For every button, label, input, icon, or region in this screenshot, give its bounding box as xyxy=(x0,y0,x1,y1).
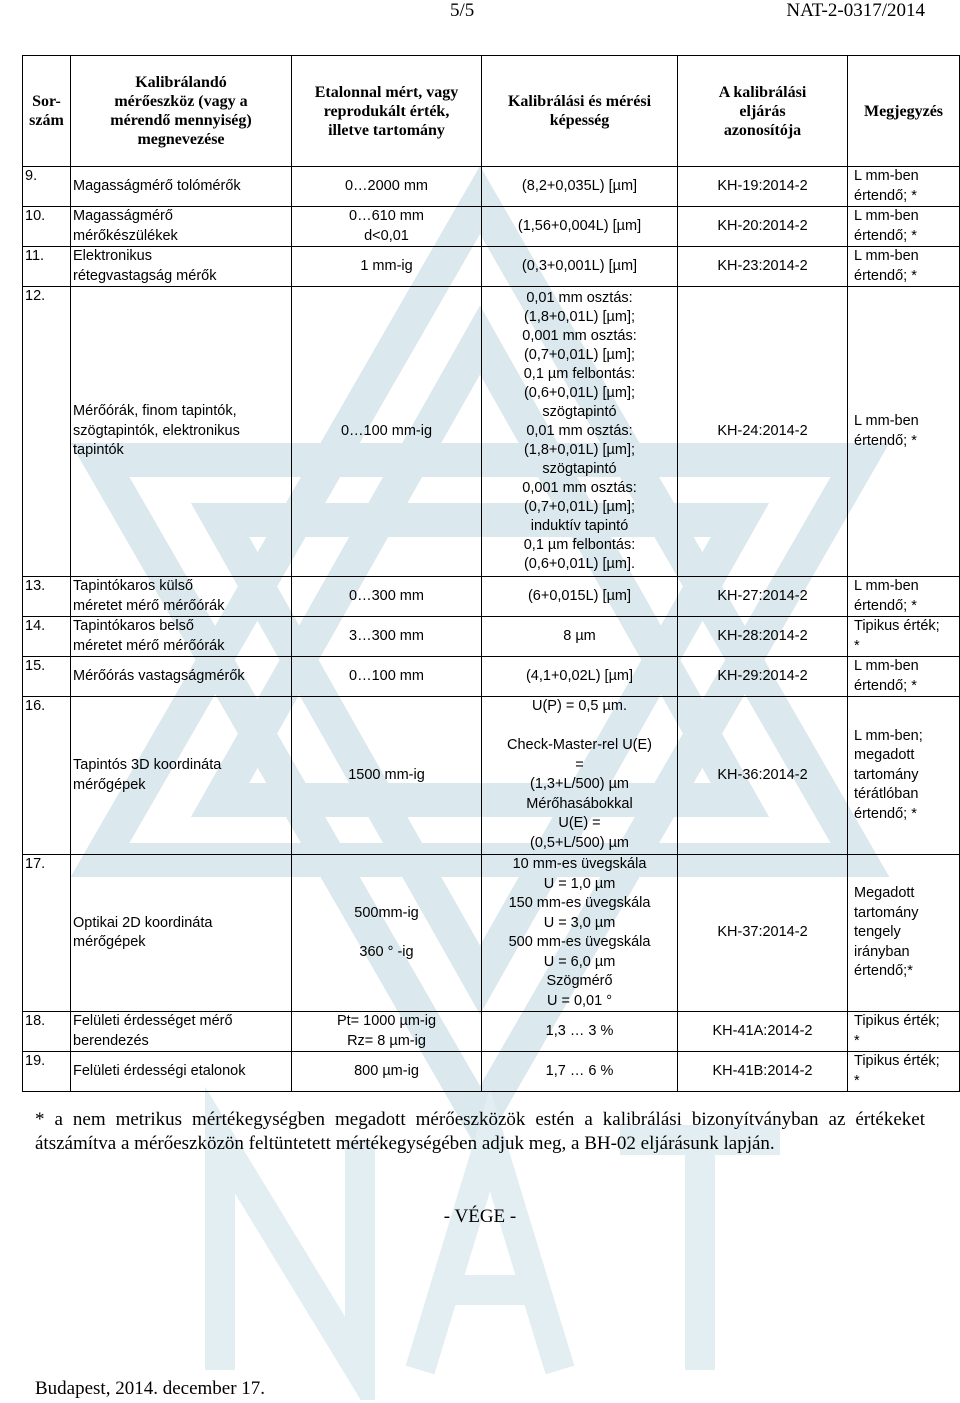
note: L mm-ben értendő; * xyxy=(848,287,960,577)
row-number: 14. xyxy=(23,617,71,657)
end-marker: - VÉGE - xyxy=(443,1206,517,1227)
note: L mm-ben értendő; * xyxy=(848,577,960,617)
table-row xyxy=(23,577,960,617)
instrument-name: Tapintós 3D koordináta mérőgépek xyxy=(71,697,292,855)
procedure-id: KH-24:2014-2 xyxy=(678,287,848,577)
table-row xyxy=(23,657,960,697)
capability: (8,2+0,035L) [µm] xyxy=(482,167,678,207)
document-id: NAT-2-0317/2014 xyxy=(786,0,925,21)
procedure-id: KH-28:2014-2 xyxy=(678,617,848,657)
instrument-name: Tapintókaros külső méretet mérő mérőórák xyxy=(71,577,292,617)
instrument-name: Tapintókaros belső méretet mérő mérőórák xyxy=(71,617,292,657)
note: L mm-ben értendő; * xyxy=(848,207,960,247)
procedure-id: KH-36:2014-2 xyxy=(678,697,848,855)
header-instrument-name: Kalibrálandó mérőeszköz (vagy a mérendő mennyiség) megnevezése xyxy=(71,56,292,167)
measured-range: 1500 mm-ig xyxy=(292,697,482,855)
procedure-id: KH-37:2014-2 xyxy=(678,855,848,1012)
table-header-row xyxy=(23,56,960,167)
note: L mm-ben; megadott tartomány térátlóban értendő; * xyxy=(848,697,960,855)
note: Tipikus érték; * xyxy=(848,1052,960,1092)
table-row xyxy=(23,247,960,287)
measured-range: 0…100 mm-ig xyxy=(292,287,482,577)
measured-range: 0…2000 mm xyxy=(292,167,482,207)
note: Megadott tartomány tengely irányban értendő;* xyxy=(848,855,960,1012)
instrument-name: Mérőórák, finom tapintók, szögtapintók, elektronikus tapintók xyxy=(71,287,292,577)
table-row xyxy=(23,287,960,577)
capability: (6+0,015L) [µm] xyxy=(482,577,678,617)
row-number: 15. xyxy=(23,657,71,697)
procedure-id: KH-19:2014-2 xyxy=(678,167,848,207)
capability: 10 mm-es üvegskála U = 1,0 µm 150 mm-es üvegskála U = 3,0 µm 500 mm-es üvegskála U = 6,0 µm Szögmérő U = 0,01 ° xyxy=(482,855,678,1012)
note: Tipikus érték; * xyxy=(848,1012,960,1052)
header-notes: Megjegyzés xyxy=(848,56,960,167)
instrument-name: Felületi érdességet mérő berendezés xyxy=(71,1012,292,1052)
instrument-name: Felületi érdességi etalonok xyxy=(71,1052,292,1092)
header-measured-range: Etalonnal mért, vagy reprodukált érték, illetve tartomány xyxy=(292,56,482,167)
measured-range: 1 mm-ig xyxy=(292,247,482,287)
measured-range: 500mm-ig 360 ° -ig xyxy=(292,855,482,1012)
measured-range: 800 µm-ig xyxy=(292,1052,482,1092)
header-capability: Kalibrálási és mérési képesség xyxy=(482,56,678,167)
measured-range: 0…610 mm d<0,01 xyxy=(292,207,482,247)
instrument-name: Optikai 2D koordináta mérőgépek xyxy=(71,855,292,1012)
place-and-date: Budapest, 2014. december 17. xyxy=(35,1378,266,1399)
measured-range: Pt= 1000 µm-ig Rz= 8 µm-ig xyxy=(292,1012,482,1052)
row-number: 17. xyxy=(23,855,71,1012)
row-number: 11. xyxy=(23,247,71,287)
table-row xyxy=(23,697,960,855)
capability: U(P) = 0,5 µm. Check-Master-rel U(E) = (1,3+L/500) µm Mérőhasábokkal U(E) = (0,5+L/500) µm xyxy=(482,697,678,855)
instrument-name: Mérőórás vastagságmérők xyxy=(71,657,292,697)
table-row xyxy=(23,167,960,207)
header-row-number: Sor- szám xyxy=(23,56,71,167)
row-number: 10. xyxy=(23,207,71,247)
note: L mm-ben értendő; * xyxy=(848,247,960,287)
instrument-name: Elektronikus rétegvastagság mérők xyxy=(71,247,292,287)
capability: 1,3 … 3 % xyxy=(482,1012,678,1052)
procedure-id: KH-29:2014-2 xyxy=(678,657,848,697)
page-number: 5/5 xyxy=(450,0,475,21)
table-row xyxy=(23,1052,960,1092)
instrument-name: Magasságmérő mérőkészülékek xyxy=(71,207,292,247)
calibration-table xyxy=(22,55,960,1092)
procedure-id: KH-20:2014-2 xyxy=(678,207,848,247)
capability: 0,01 mm osztás: (1,8+0,01L) [µm]; 0,001 mm osztás: (0,7+0,01L) [µm]; 0,1 µm felbontás: (0,6+0,01L) [µm]; szögtapintó 0,01 mm osztás: (1,8+0,01L) [µm]; szögtapintó 0,001 mm osztás: (0,7+0,01L) [µm]; induktív tapintó 0,1 µm felbontás: (0,6+0,01L) [µm]. xyxy=(482,287,678,577)
row-number: 12. xyxy=(23,287,71,577)
row-number: 16. xyxy=(23,697,71,855)
measured-range: 3…300 mm xyxy=(292,617,482,657)
row-number: 19. xyxy=(23,1052,71,1092)
note: L mm-ben értendő; * xyxy=(848,167,960,207)
table-row xyxy=(23,207,960,247)
capability: (0,3+0,001L) [µm] xyxy=(482,247,678,287)
procedure-id: KH-23:2014-2 xyxy=(678,247,848,287)
capability: 1,7 … 6 % xyxy=(482,1052,678,1092)
measured-range: 0…300 mm xyxy=(292,577,482,617)
procedure-id: KH-41B:2014-2 xyxy=(678,1052,848,1092)
header-procedure-id: A kalibrálási eljárás azonosítója xyxy=(678,56,848,167)
row-number: 18. xyxy=(23,1012,71,1052)
row-number: 13. xyxy=(23,577,71,617)
table-row xyxy=(23,855,960,1012)
procedure-id: KH-27:2014-2 xyxy=(678,577,848,617)
measured-range: 0…100 mm xyxy=(292,657,482,697)
note: L mm-ben értendő; * xyxy=(848,657,960,697)
capability: (1,56+0,004L) [µm] xyxy=(482,207,678,247)
row-number: 9. xyxy=(23,167,71,207)
note: Tipikus érték; * xyxy=(848,617,960,657)
footnote: * a nem metrikus mértékegységben megadott mérőeszközök estén a kalibrálási bizonyítványban az értékeket átszámítva a mérőeszközön feltüntetett mértékegységében adjuk meg, a BH-02 eljárásunk lapján. xyxy=(35,1109,925,1154)
capability: (4,1+0,02L) [µm] xyxy=(482,657,678,697)
instrument-name: Magasságmérő tolómérők xyxy=(71,167,292,207)
procedure-id: KH-41A:2014-2 xyxy=(678,1012,848,1052)
table-row xyxy=(23,1012,960,1052)
capability: 8 µm xyxy=(482,617,678,657)
table-row xyxy=(23,617,960,657)
